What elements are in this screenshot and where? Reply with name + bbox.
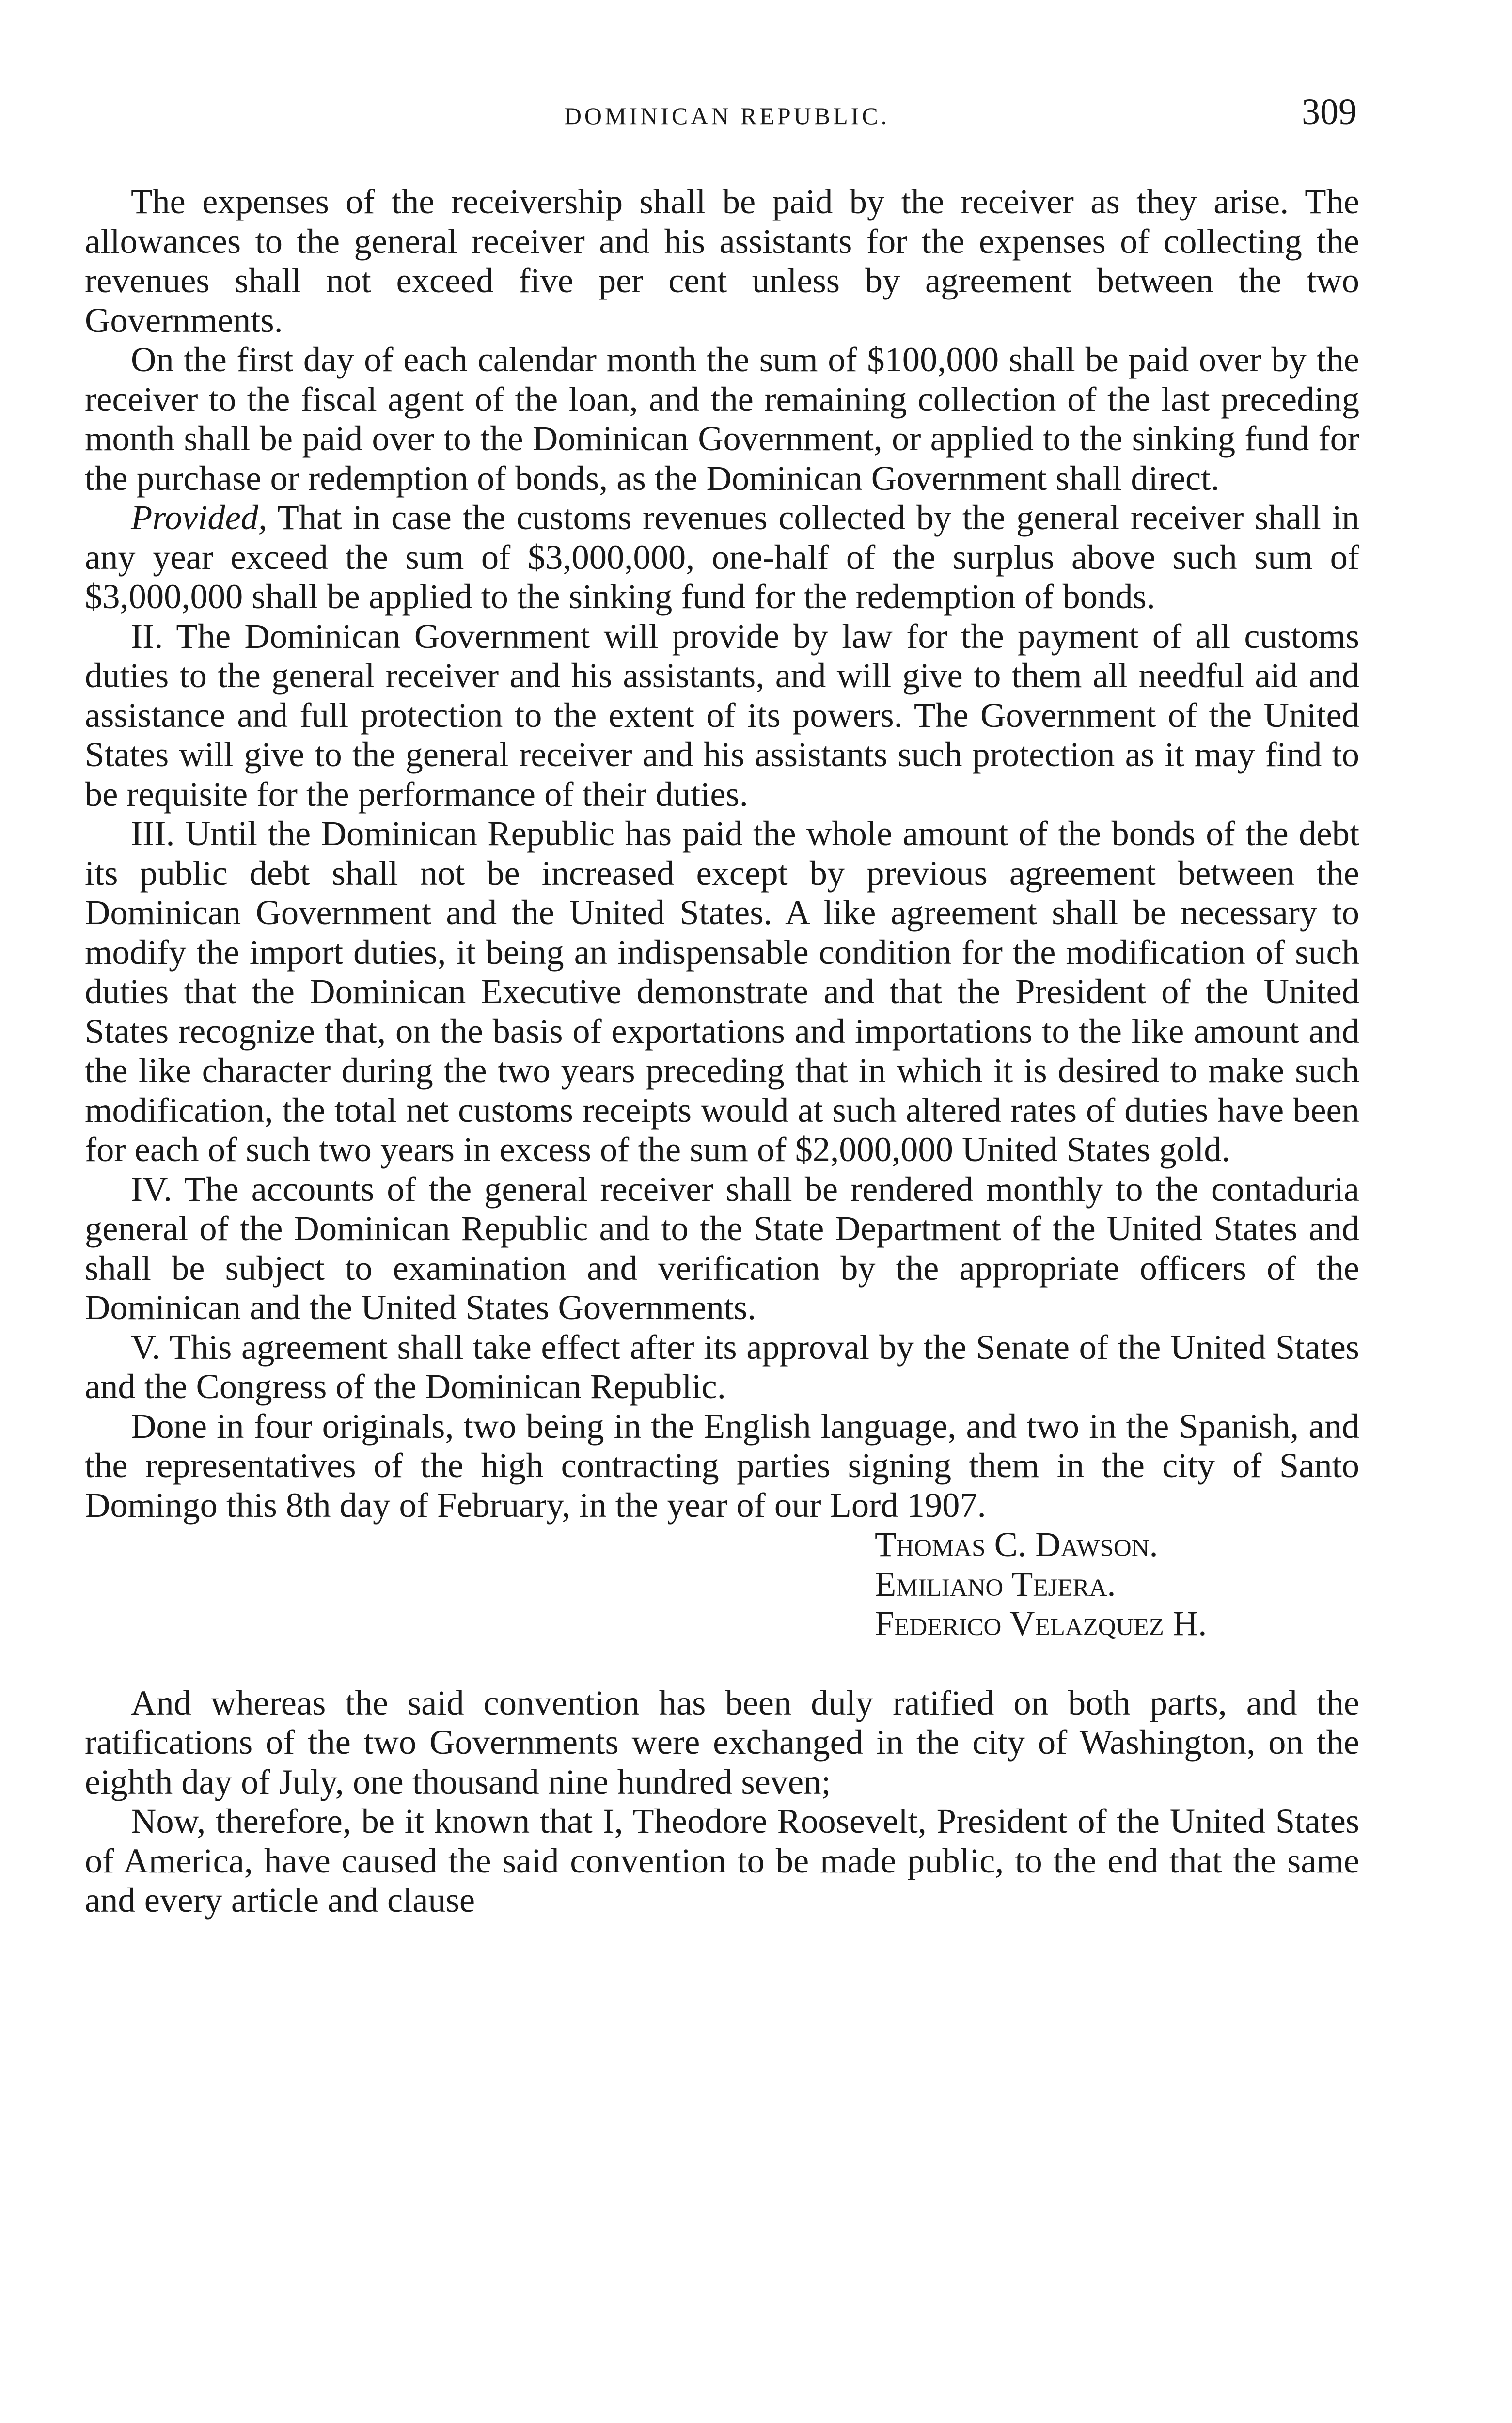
signature-dawson: Thomas C. Dawson. <box>875 1525 1158 1564</box>
running-head-title: DOMINICAN REPUBLIC. <box>564 102 890 129</box>
section-spacer <box>85 1643 1359 1683</box>
paragraph-article-iv: IV. The accounts of the general receiver shall be rendered monthly to the contaduria general of the Dominican Republic and to the State Department of the United States and shall be subject to examination and verification by the appropriate officers of the Dominican and the United States Governments. <box>85 1169 1359 1327</box>
signature-block <box>875 1525 1359 1643</box>
paragraph-proviso <box>85 498 1359 616</box>
proviso-text: That in case the customs revenues collected by the general receiver shall in any year exceed the sum of $3,000,000, one-half of the surplus above such sum of $3,000,000 shall be applied to the sinking fund for the redemption of bonds. <box>85 498 1359 616</box>
paragraph-monthly-payment: On the first day of each calendar month the sum of $100,000 shall be paid over by the receiver to the fiscal agent of the loan, and the remaining collection of the last preceding month shall be paid over to the Dominican Government, or applied to the sinking fund for the purchase or redemption of bonds, as the Dominican Government shall direct. <box>85 340 1359 498</box>
signature-velazquez: Federico Velazquez H. <box>875 1604 1207 1643</box>
paragraph-article-v: V. This agreement shall take effect after its approval by the Senate of the United States and the Congress of the Dominican Republic. <box>85 1327 1359 1406</box>
page-number: 309 <box>1302 92 1357 132</box>
paragraph-proclamation: Now, therefore, be it known that I, Theodore Roosevelt, President of the United States of America, have caused the said convention to be made public, to the end that the same and every article and clause <box>85 1801 1359 1920</box>
proviso-lead: Provided, <box>131 498 268 537</box>
paragraph-ratification: And whereas the said convention has been duly ratified on both parts, and the ratifications of the two Governments were exchanged in the city of Washington, on the eighth day of July, one thousand nine hundred seven; <box>85 1683 1359 1801</box>
paragraph-article-iii: III. Until the Dominican Republic has paid the whole amount of the bonds of the debt its public debt shall not be increased except by previous agreement between the Dominican Government and the United States. A like agreement shall be necessary to modify the import duties, it being an indispensable condition for the modification of such duties that the Dominican Executive demonstrate and that the President of the United States recognize that, on the basis of exportations and importations to the like amount and the like character during the two years preceding that in which it is desired to make such modification, the total net customs receipts would at such altered rates of duties have been for each of such two years in excess of the sum of $2,000,000 United States gold. <box>85 814 1359 1169</box>
paragraph-article-ii: II. The Dominican Government will provide by law for the payment of all customs duties to the general receiver and his assistants, and will give to them all needful aid and assistance and full protection to the extent of its powers. The Government of the United States will give to the general receiver and his assistants such protection as it may find to be requisite for the performance of their duties. <box>85 616 1359 814</box>
paragraph-receivership-expenses: The expenses of the receivership shall be paid by the receiver as they arise. The allowances to the general receiver and his assistants for the expenses of collecting the revenues shall not exceed five per cent unless by agreement between the two Governments. <box>85 182 1359 340</box>
paragraph-done-in-originals: Done in four originals, two being in the English language, and two in the Spanish, and the representatives of the high contracting parties signing them in the city of Santo Domingo this 8th day of February, in the year of our Lord 1907. <box>85 1406 1359 1525</box>
document-body <box>85 182 1359 1920</box>
signature-tejera: Emiliano Tejera. <box>875 1564 1116 1604</box>
